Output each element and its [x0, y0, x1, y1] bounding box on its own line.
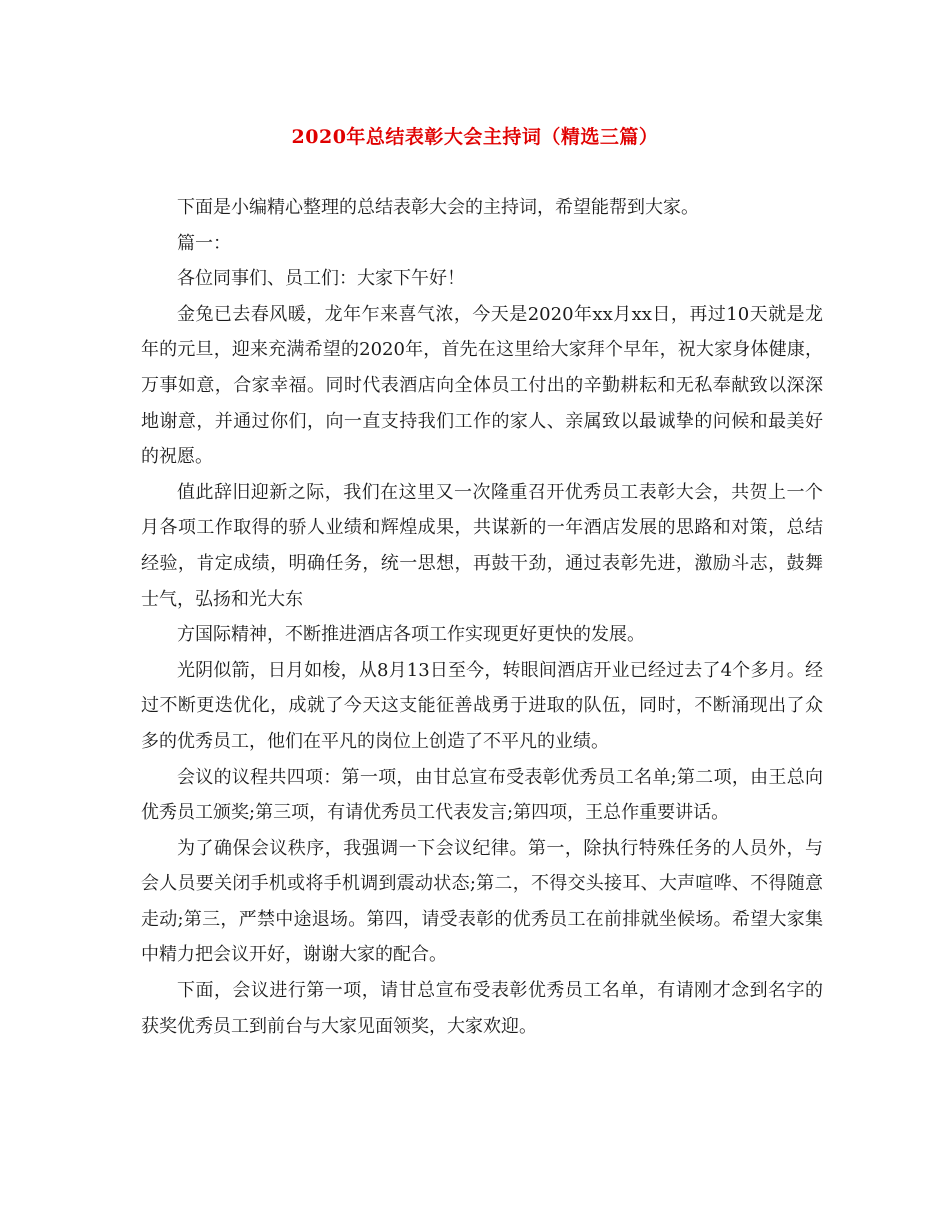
- paragraph: 方国际精神，不断推进酒店各项工作实现更好更快的发展。: [177, 624, 645, 646]
- paragraph: 篇一：: [177, 232, 231, 254]
- document-title: 2020年总结表彰大会主持词（精选三篇）: [291, 126, 659, 148]
- paragraph: 值此辞旧迎新之际，我们在这里又一次隆重召开优秀员工表彰大会，共贺上一个月各项工作取得的骄人业绩和辉煌成果，共谋新的一年酒店发展的思路和对策，总结经验，肯定成绩，明确任务，统一思想，再鼓干劲，通过表彰先进，激励斗志，鼓舞士气，弘扬和光大东: [141, 481, 823, 610]
- paragraph: 会议的议程共四项：第一项，由甘总宣布受表彰优秀员工名单;第二项，由王总向优秀员工颁奖;第三项，有请优秀员工代表发言;第四项，王总作重要讲话。: [141, 766, 823, 824]
- paragraph: 金兔已去春风暖，龙年乍来喜气浓，今天是2020年xx月xx日，再过10天就是龙年的元旦，迎来充满希望的2020年，首先在这里给大家拜个早年，祝大家身体健康，万事如意，合家幸福。同时代表酒店向全体员工付出的辛勤耕耘和无私奉献致以深深地谢意，并通过你们，向一直支持我们工作的家人、亲属致以最诚挚的问候和最美好的祝愿。: [141, 303, 823, 468]
- paragraph: 光阴似箭，日月如梭，从8月13日至今，转眼间酒店开业已经过去了4个多月。经过不断更迭优化，成就了今天这支能征善战勇于进取的队伍，同时，不断涌现出了众多的优秀员工，他们在平凡的岗位上创造了不平凡的业绩。: [141, 659, 823, 752]
- paragraph: 各位同事们、员工们：大家下午好！: [177, 268, 465, 290]
- paragraph: 下面，会议进行第一项，请甘总宣布受表彰优秀员工名单，有请刚才念到名字的获奖优秀员工到前台与大家见面领奖，大家欢迎。: [141, 980, 823, 1037]
- document-body: [141, 190, 823, 1044]
- paragraph: 下面是小编精心整理的总结表彰大会的主持词，希望能帮到大家。: [177, 197, 699, 218]
- paragraph: 为了确保会议秩序，我强调一下会议纪律。第一，除执行特殊任务的人员外，与会人员要关闭手机或将手机调到震动状态;第二，不得交头接耳、大声喧哗、不得随意走动;第三，严禁中途退场。第四，请受表彰的优秀员工在前排就坐候场。希望大家集中精力把会议开好，谢谢大家的配合。: [141, 837, 823, 966]
